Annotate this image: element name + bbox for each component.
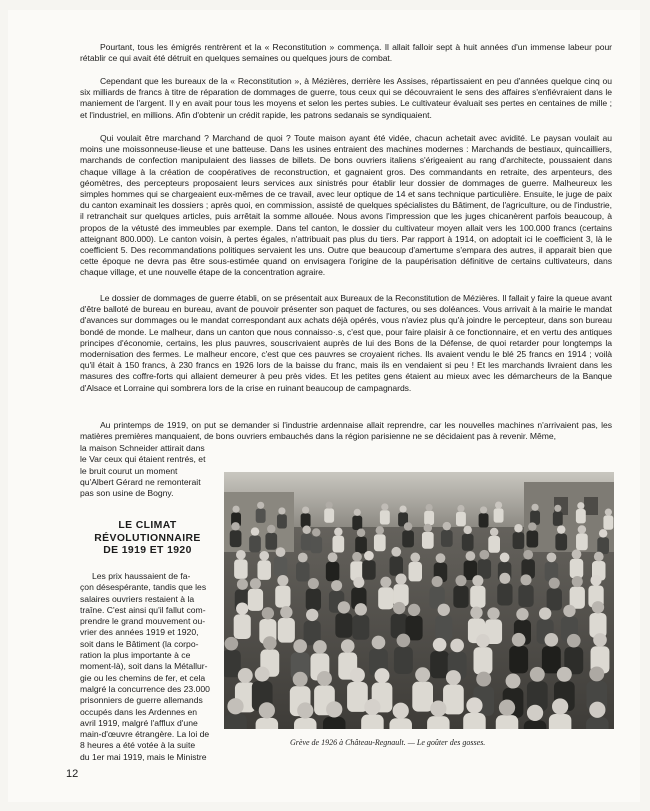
photo-figure-head <box>238 668 253 683</box>
photo-figure-head <box>567 634 581 648</box>
side-line: salaires ouvriers restaient à la <box>80 593 195 604</box>
photo-figure-head <box>520 574 531 585</box>
heading-line: LE CLIMAT <box>118 520 177 531</box>
photo-figure-body <box>470 586 485 608</box>
photo-figure-head <box>433 638 447 652</box>
photo-figure-head <box>236 550 246 560</box>
photo-figure-head <box>276 547 286 557</box>
photo-figure-head <box>457 505 464 512</box>
photo-figure-body <box>513 532 525 549</box>
photo-figure-head <box>415 667 430 682</box>
photo-figure-head <box>476 634 490 648</box>
photo-figure-head <box>479 550 489 560</box>
photo-figure-body <box>296 562 310 582</box>
photo-figure-body <box>456 512 466 526</box>
photo-figure-head <box>277 575 288 586</box>
photo-figure-body <box>424 511 434 525</box>
photo-figure-head <box>396 574 407 585</box>
photo-figure-head <box>523 550 533 560</box>
side-line: vrier des années 1919 et 1920, <box>80 627 199 638</box>
photo-figure-body <box>430 651 449 678</box>
photo-figure-head <box>530 667 545 682</box>
photo-figure-head <box>364 699 380 715</box>
side-line: traîne. C'est ainsi qu'il fallut com- <box>80 604 206 615</box>
side-line: occupés dans les Ardennes en <box>80 706 198 717</box>
side-column-top <box>80 443 215 499</box>
photo-figure-head <box>397 634 411 648</box>
photo-figure-head <box>506 674 521 689</box>
photo-figure-head <box>326 701 342 717</box>
photo-figure-head <box>557 667 572 682</box>
photo-figure-head <box>490 528 498 536</box>
photo-figure-head <box>547 552 557 562</box>
photo-figure-head <box>231 522 239 530</box>
paragraph-1: Pourtant, tous les émigrés rentrèrent et la « Reconstitution » commença. Il allait falloir sept à huit années d'un immense labeur pour rétablir ce qui avait été détruit en quelques semaines ou quelques jours de combat. <box>80 42 612 64</box>
photo-figure-body <box>509 646 528 673</box>
photo-figure-head <box>480 506 487 513</box>
photo-figure-head <box>259 551 269 561</box>
photo-figure-body <box>479 513 489 527</box>
photo-figure-body <box>310 536 322 553</box>
photo-figure-head <box>312 528 320 536</box>
photo-figure-head <box>499 573 510 584</box>
side-line: soit dans le Bâtiment (la corpo- <box>80 638 199 649</box>
photo-figure-body <box>275 586 290 608</box>
photo-caption: Grève de 1926 à Château-Regnault. — Le goûter des gosses. <box>290 738 486 747</box>
photo-figure-body <box>277 514 287 528</box>
photo-figure-head <box>589 702 605 718</box>
photo-figure-head <box>500 553 510 563</box>
side-line: avril 1919, malgré l'afflux d'une <box>80 717 198 728</box>
photo-figure-body <box>586 717 609 729</box>
photo-figure-head <box>572 576 583 587</box>
photo-figure-head <box>364 551 374 561</box>
photo-figure-head <box>302 507 309 514</box>
photo-figure-head <box>455 575 466 586</box>
photo-figure-head <box>331 580 342 591</box>
page-number: 12 <box>66 768 79 780</box>
side-line: prendre le grand mouvement ou- <box>80 616 206 627</box>
photo-figure-head <box>472 575 483 586</box>
photo-figure-body <box>224 714 247 729</box>
photo-figure-body <box>301 513 311 527</box>
photo-figure-head <box>372 636 386 650</box>
photo-figure-body <box>526 531 538 548</box>
photo-figure-head <box>424 524 432 532</box>
paragraph-4: Le dossier de dommages de guerre établi, on se présentait aux Bureaux de la Reconstitution de Mézières. Il fallait y faire la queue avant d'être balloté de bureau en bureau, avant de pouvoir présenter son paquet de factures, ou ses doléances. Vous arrivait à la mairie le mandat d'avances sur dommages ou le mandat correspondant aux achats déjà opérés, vous n'aviez plus qu'à joindre le percepteur, dans son bureau bondé de monde. Le malheur, dans un canton que nous connaisso·.s, c'est que, pour faire plaisir à ce fonctionnaire, et en vertu des antiques principes d'économie, certains, les plus pauvres, souscrivaient auprès de lui des Bons de la Défense, de quoi retarder pour longtemps la modernisation des fermes. Le malheur encore, c'est que ces pauvres se croyaient riches. Ils avaient vendu le blé 25 francs en 1914 ; voilà qu'il était à 150 francs, à 230 francs en 1926 lors de la baisse du franc, mais ils en vendaient si peu ! Et les marchands livraient dans les masures des coffre-forts qui allaient demeurer à peu près vides. Et les petites gens étaient au mieux avec les démarcheurs de la Banque d'Alsace et Lorraine qui sombrera lors de la crise en ruinant beaucoup de campagnards. <box>80 293 612 393</box>
photo-figure-head <box>549 578 560 589</box>
photo-figure-head <box>313 640 327 654</box>
photo-figure-body <box>362 560 376 580</box>
photo-figure-head <box>259 702 275 718</box>
photo-figure-head <box>592 601 604 613</box>
photo-figure-head <box>267 525 275 533</box>
side-line: main-d'œuvre étrangère. La loi de <box>80 729 210 740</box>
photo-figure-head <box>578 525 586 533</box>
photo-figure-head <box>251 527 259 535</box>
photo-figure-head <box>593 633 607 647</box>
photo-figure-head <box>476 672 491 687</box>
photo-figure-body <box>234 614 251 639</box>
photo-figure-body <box>576 509 586 523</box>
photo-figure-head <box>545 633 559 647</box>
side-line: ration la plus importante à ce <box>80 650 191 661</box>
photo-figure-head <box>589 666 604 681</box>
photo-figure-body <box>524 720 547 729</box>
photo-figure-body <box>378 587 393 609</box>
photo-figure-body <box>412 682 433 712</box>
photo-figure-head <box>450 639 464 653</box>
photo-figure-body <box>248 589 263 611</box>
photo-figure-body <box>497 583 512 605</box>
photo-figure-body <box>361 715 384 729</box>
photo-figure-head <box>446 670 461 685</box>
photo-figure-head <box>354 509 361 516</box>
photo-figure-body <box>256 509 266 523</box>
photo-figure-body <box>355 537 367 554</box>
heading-line: RÉVOLUTIONNAIRE <box>94 532 201 544</box>
photo-figure-body <box>352 615 369 640</box>
photo-figure-head <box>280 606 292 618</box>
photo-figure-body <box>409 562 423 582</box>
photo-figure-head <box>352 552 362 562</box>
photo-figure-body <box>326 562 340 582</box>
photo-figure-head <box>338 601 350 613</box>
photo-figure-body <box>494 508 504 522</box>
photo-figure-head <box>262 607 274 619</box>
photo-figure-body <box>323 717 346 729</box>
photo-figure-head <box>353 577 364 588</box>
photo-figure-body <box>463 713 486 729</box>
photo-figure-head <box>563 605 575 617</box>
photo-figure-body <box>294 718 317 729</box>
photo-figure-body <box>256 718 279 729</box>
photo-figure-head <box>531 504 538 511</box>
side-column-bottom <box>80 571 215 763</box>
photo-figure-body <box>257 560 271 580</box>
photo-figure-body <box>576 533 588 550</box>
photo-figure-head <box>594 552 604 562</box>
photo-figure-body <box>518 585 533 607</box>
photo-figure-head <box>572 549 582 559</box>
photo-figure-head <box>350 668 365 683</box>
photo-figure-head <box>263 636 277 650</box>
photo-figure-head <box>391 547 401 557</box>
photo-figure-head <box>528 522 536 530</box>
photo-figure-head <box>255 667 270 682</box>
photo-figure-body <box>453 586 468 608</box>
photo-figure-body <box>249 535 261 552</box>
photo-figure-body <box>570 559 584 579</box>
photo-figure-head <box>341 639 355 653</box>
photo-figure-head <box>236 602 248 614</box>
photo-figure-head <box>487 607 499 619</box>
photo-figure-body <box>542 646 561 673</box>
photo-figure-head <box>232 506 239 513</box>
photo-figure-body <box>274 557 288 577</box>
photo-figure-head <box>278 507 285 514</box>
photo-figure-head <box>297 702 313 718</box>
photo-figure-head <box>293 639 307 653</box>
photo-figure-head <box>499 699 515 715</box>
photo-figure-head <box>512 633 526 647</box>
photo-figure-head <box>380 577 391 588</box>
photo-figure-body <box>335 613 352 638</box>
photo-figure-head <box>495 502 502 509</box>
photo-figure-head <box>334 528 342 536</box>
side-line: le Var ceux qui étaient rentrés, et <box>80 454 206 465</box>
photo-figure-body <box>422 532 434 549</box>
photo-figure-body <box>488 536 500 553</box>
photo-figure-head <box>257 502 264 509</box>
photo-figure-head <box>328 552 338 562</box>
photo-figure-body <box>324 508 334 522</box>
paragraph-3: Qui voulait être marchand ? Marchand de quoi ? Toute maison ayant été vidée, chacun achetait avec avidité. Le paysan voulait au moins une moissonneuse-lieuse et une batteuse. Dans les usines entraient des machines modernes : Marchands de bestiaux, quincailliers, marchands de confection manipulaient des liasses de billets. De bons ouvriers italiens s'érigeaient au rang d'architecte, poussaient dans chaque village à la création de coopératives de reconstruction, et gagnaient gros. Des commandants en retraite, des arpenteurs, des géomètres, des percepteurs proposaient leurs services aux sinistrés pour établir leur dossier de dommages de guerre. Malheureux les simples hommes qui se chargeaient eux-mêmes de ce travail, avec leur optique de 14 et sans technique particulière. Ensuite, le juge de paix du canton examinait les dossiers ; après quoi, en commission, assisté de quelques spécialistes du Bâtiment, de l'agriculture, ou de l'industrie, il retranchait sur quelques articles, puis arrêtait la somme allouée. Nous avons l'impression que les juges chicanèrent parfois beaucoup, à propos de la vétusté des immeubles par exemple. Dans tel canton, le dossier du cultivateur moyen allait vers les 100.000 francs (certains atteignant 800.000). Le canton voisin, à pertes égales, n'attribuait pas plus du tiers. Par rapport à 1914, on adoptait ici le coefficient 3, là le coefficient 5. Des recommandations politiques servaient les uns. Outre que beaucoup d'amertume s'empara des autres, il apparait bien que cette époque ne devra pas être sous-estimée quand on envisagera l'origine de la paupérisation définitive de certains cultivateurs, dans chaque village, et une nouvelle étape de la concentration agraire. <box>80 133 612 278</box>
side-line: çon désespérante, tandis que les <box>80 582 207 593</box>
photo-figure-head <box>302 526 310 534</box>
photo-figure-body <box>462 534 474 551</box>
heading-line: DE 1919 ET 1920 <box>103 545 192 557</box>
side-line: du 1er mai 1919, mais le Ministre <box>80 751 207 762</box>
photo-figure-body <box>234 559 248 579</box>
photo-figure-head <box>605 509 612 516</box>
photo-figure-head <box>408 604 420 616</box>
photo-figure-head <box>399 506 406 513</box>
photo-figure-head <box>404 522 412 530</box>
side-line: le bruit courut un moment <box>80 465 178 476</box>
photo-figure-head <box>436 553 446 563</box>
photo-figure-head <box>557 525 565 533</box>
photo-figure-head <box>466 551 476 561</box>
photo-figure-head <box>426 504 433 511</box>
photo-figure-head <box>577 502 584 509</box>
photo-figure-head <box>393 602 405 614</box>
photo-figure-body <box>547 588 562 610</box>
photo-figure-body <box>441 530 453 547</box>
paragraph-5: Au printemps de 1919, on put se demander si l'industrie ardennaise allait reprendre, car les nouvelles machines n'arrivaient pas, les matières premières manquaient, de bons ouvriers embauchés dans la région parisienne ne se décidaient pas à revenir. Même, <box>80 420 612 442</box>
photo-figure-head <box>357 529 365 537</box>
photo-figure-body <box>496 715 519 729</box>
photo-figure-head <box>306 609 318 621</box>
photo-figure-head <box>514 524 522 532</box>
photo-figure-head <box>227 698 243 714</box>
photo-figure-head <box>308 578 319 589</box>
photo-figure-body <box>474 647 493 674</box>
photo-figure-body <box>597 537 609 554</box>
photo-figure-body <box>549 714 572 729</box>
photo-figure-head <box>326 502 333 509</box>
photo-figure-head <box>237 579 248 590</box>
photo-figure-body <box>265 533 277 550</box>
photo-figure-head <box>466 697 482 713</box>
strike-photo <box>224 472 614 729</box>
side-line: la maison Schneider attirait dans <box>80 443 205 453</box>
photo-figure-body <box>380 510 390 524</box>
photo-figure-body <box>394 647 413 674</box>
photo-figure-body <box>278 618 295 643</box>
photo-figure-head <box>443 522 451 530</box>
crowd-photo-illustration <box>224 472 614 729</box>
photo-figure-body <box>352 516 362 530</box>
photo-figure-head <box>430 701 446 717</box>
photo-figure-head <box>599 529 607 537</box>
photo-figure-head <box>393 703 409 719</box>
photo-figure-head <box>376 526 384 534</box>
photo-figure-head <box>432 576 443 587</box>
photo-figure-head <box>298 553 308 563</box>
photo-figure-head <box>554 505 561 512</box>
section-heading <box>80 520 215 558</box>
photo-figure-head <box>527 705 543 721</box>
photo-figure-head <box>293 672 308 687</box>
photo-figure-body <box>435 615 452 640</box>
side-line: 8 heures a été votée à la suite <box>80 740 196 751</box>
photo-figure-body <box>374 534 386 551</box>
photo-figure-head <box>552 698 568 714</box>
photo-figure-body <box>390 556 404 576</box>
side-line: malgré la concurrence des 23.000 <box>80 683 210 694</box>
side-line: qu'Albert Gérard ne remonterait <box>80 476 201 487</box>
photo-figure-body <box>603 515 613 529</box>
photo-figure-head <box>516 608 528 620</box>
side-line: prisonniers de guerre allemands <box>80 695 203 706</box>
photo-figure-body <box>230 530 242 547</box>
photo-figure-head <box>250 578 261 589</box>
photo-figure-head <box>375 668 390 683</box>
photo-figure-head <box>317 671 332 686</box>
side-line: gie ou les chemins de fer, et cela <box>80 672 206 683</box>
photo-figure-head <box>470 607 482 619</box>
side-line: pas son usine de Bogny. <box>80 488 174 499</box>
side-line: moment-là), soit dans la Métallur- <box>80 661 208 672</box>
side-line: Les prix haussaient de fa- <box>92 571 191 581</box>
photo-figure-body <box>553 512 563 526</box>
photo-figure-head <box>381 503 388 510</box>
photo-figure-body <box>402 530 414 547</box>
photo-figure-head <box>539 607 551 619</box>
photo-figure-head <box>591 575 602 586</box>
photo-figure-body <box>555 534 567 551</box>
photo-figure-body <box>332 536 344 553</box>
photo-figure-head <box>225 637 239 651</box>
photo-figure-body <box>306 589 321 611</box>
photo-figure-head <box>410 553 420 563</box>
photo-figure-head <box>438 604 450 616</box>
photo-figure-head <box>355 603 367 615</box>
paragraph-2: Cependant que les bureaux de la « Reconstitution », à Mézières, derrière les Assises, répartissaient en peu d'années quelque cinq ou six milliards de francs à titre de réparation de dommages de guerre, tous ceux qui se découvraient le sens des affaires s'enfiévraient dans le maniement de l'argent. Il y en avait pour tous les moyens et selon les pertes subies. Le cultivateur évaluait ses pertes en centaines de mille ; et l'industriel, en millions. Afin d'obtenir un crédit rapide, les patrons sedanais se syndiquaient. <box>80 76 612 120</box>
photo-figure-head <box>463 526 471 534</box>
photo-figure-body <box>389 718 412 729</box>
photo-figure-body <box>427 716 450 729</box>
